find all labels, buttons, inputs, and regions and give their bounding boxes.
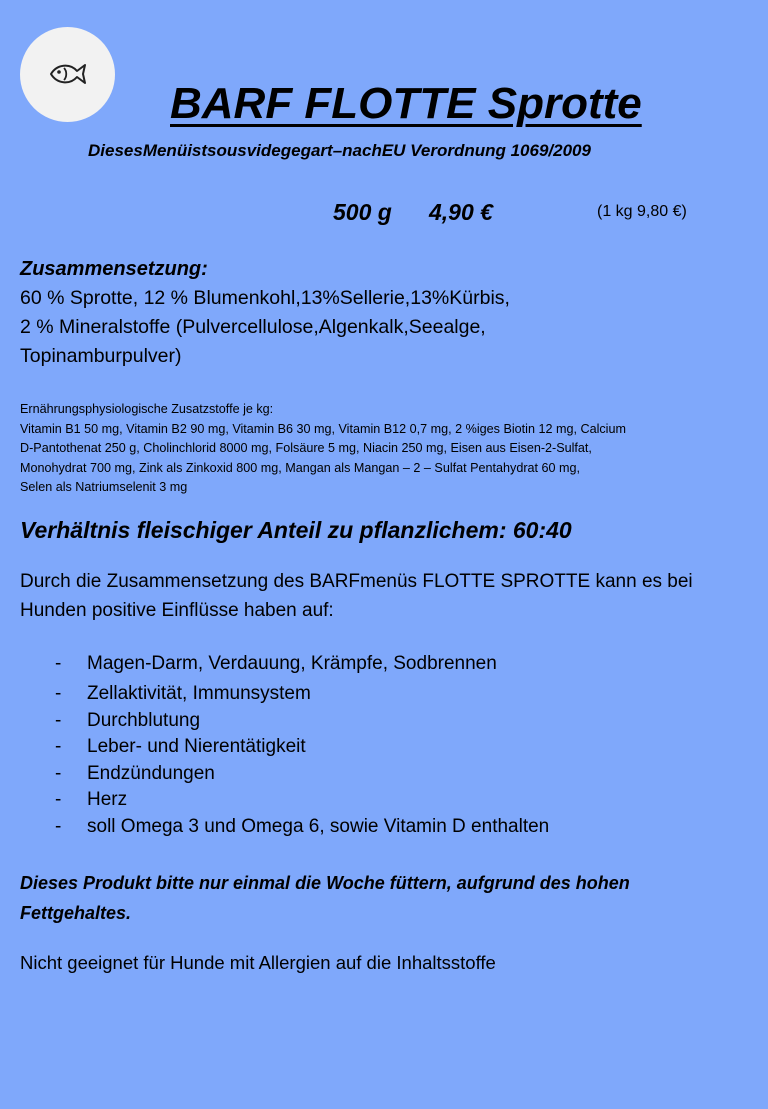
list-item [0, 814, 768, 841]
list-bullet: - [55, 736, 62, 757]
product-subtitle: DiesesMenüistsousvidegegart–nachEU Verordnung 1069/2009 [88, 141, 591, 160]
list-item [0, 650, 768, 681]
additives-line: Monohydrat 700 mg, Zink als Zinkoxid 800 mg, Mangan als Mangan – 2 – Sulfat Pentahydrat 60 mg, [20, 460, 581, 475]
price-amount: 4,90 € [429, 199, 493, 225]
list-bullet: - [55, 815, 62, 837]
list-item-text: Herz [87, 789, 128, 810]
allergy-note: Nicht geeignet für Hunde mit Allergien auf die Inhaltsstoffe [20, 952, 496, 973]
price-weight: 500 g [333, 199, 392, 225]
list-item [0, 708, 768, 735]
composition-line: 60 % Sprotte, 12 % Blumenkohl,13%Sellerie,13%Kürbis, [20, 287, 510, 309]
additives-line: D-Pantothenat 250 g, Cholinchlorid 8000 mg, Folsäure 5 mg, Niacin 250 mg, Eisen aus Eisen-2-Sulfat, [20, 441, 592, 455]
additives-line: Selen als Natriumselenit 3 mg [20, 480, 188, 494]
list-item [0, 681, 768, 708]
intro-line: Hunden positive Einflüsse haben auf: [20, 600, 334, 621]
list-bullet: - [55, 653, 62, 674]
composition-text [20, 284, 740, 371]
composition-line: 2 % Mineralstoffe (Pulvercellulose,Algenkalk,Seealge, [20, 316, 486, 338]
list-item-text: Zellaktivität, Immunsystem [87, 683, 311, 704]
fish-icon [48, 57, 88, 91]
list-bullet: - [55, 709, 62, 731]
list-item-text: Leber- und Nierentätigkeit [87, 736, 306, 757]
feeding-warning [20, 868, 750, 928]
warning-line: Dieses Produkt bitte nur einmal die Woche füttern, aufgrund des hohen [20, 873, 630, 893]
intro-text [20, 567, 755, 625]
warning-line: Fettgehaltes. [20, 903, 132, 923]
additives-line: Vitamin B1 50 mg, Vitamin B2 90 mg, Vitamin B6 30 mg, Vitamin B12 0,7 mg, 2 %iges Biotin 12 mg, Calcium [20, 421, 626, 436]
additives-heading: Ernährungsphysiologische Zusatzstoffe je kg: [20, 402, 274, 416]
price-per-kg: (1 kg 9,80 €) [597, 203, 687, 220]
list-item [0, 787, 768, 814]
composition-heading: Zusammensetzung: [20, 258, 208, 280]
list-item-text: Magen-Darm, Verdauung, Krämpfe, Sodbrennen [87, 653, 497, 674]
list-item [0, 761, 768, 788]
list-bullet: - [55, 789, 62, 810]
list-item-text: soll Omega 3 und Omega 6, sowie Vitamin D enthalten [87, 815, 550, 837]
composition-line: Topinamburpulver) [20, 345, 182, 367]
list-item-text: Endzündungen [87, 762, 215, 784]
list-bullet: - [55, 762, 62, 784]
list-item [0, 734, 768, 761]
product-title: BARF FLOTTE Sprotte [170, 79, 642, 128]
ratio-heading: Verhältnis fleischiger Anteil zu pflanzlichem: 60:40 [20, 517, 572, 543]
logo-badge [20, 27, 115, 122]
intro-line: Durch die Zusammensetzung des BARFmenüs FLOTTE SPROTTE kann es bei [20, 571, 693, 592]
list-bullet: - [55, 683, 62, 704]
benefits-list [0, 650, 768, 840]
additives-block [20, 400, 755, 498]
list-item-text: Durchblutung [87, 709, 201, 731]
